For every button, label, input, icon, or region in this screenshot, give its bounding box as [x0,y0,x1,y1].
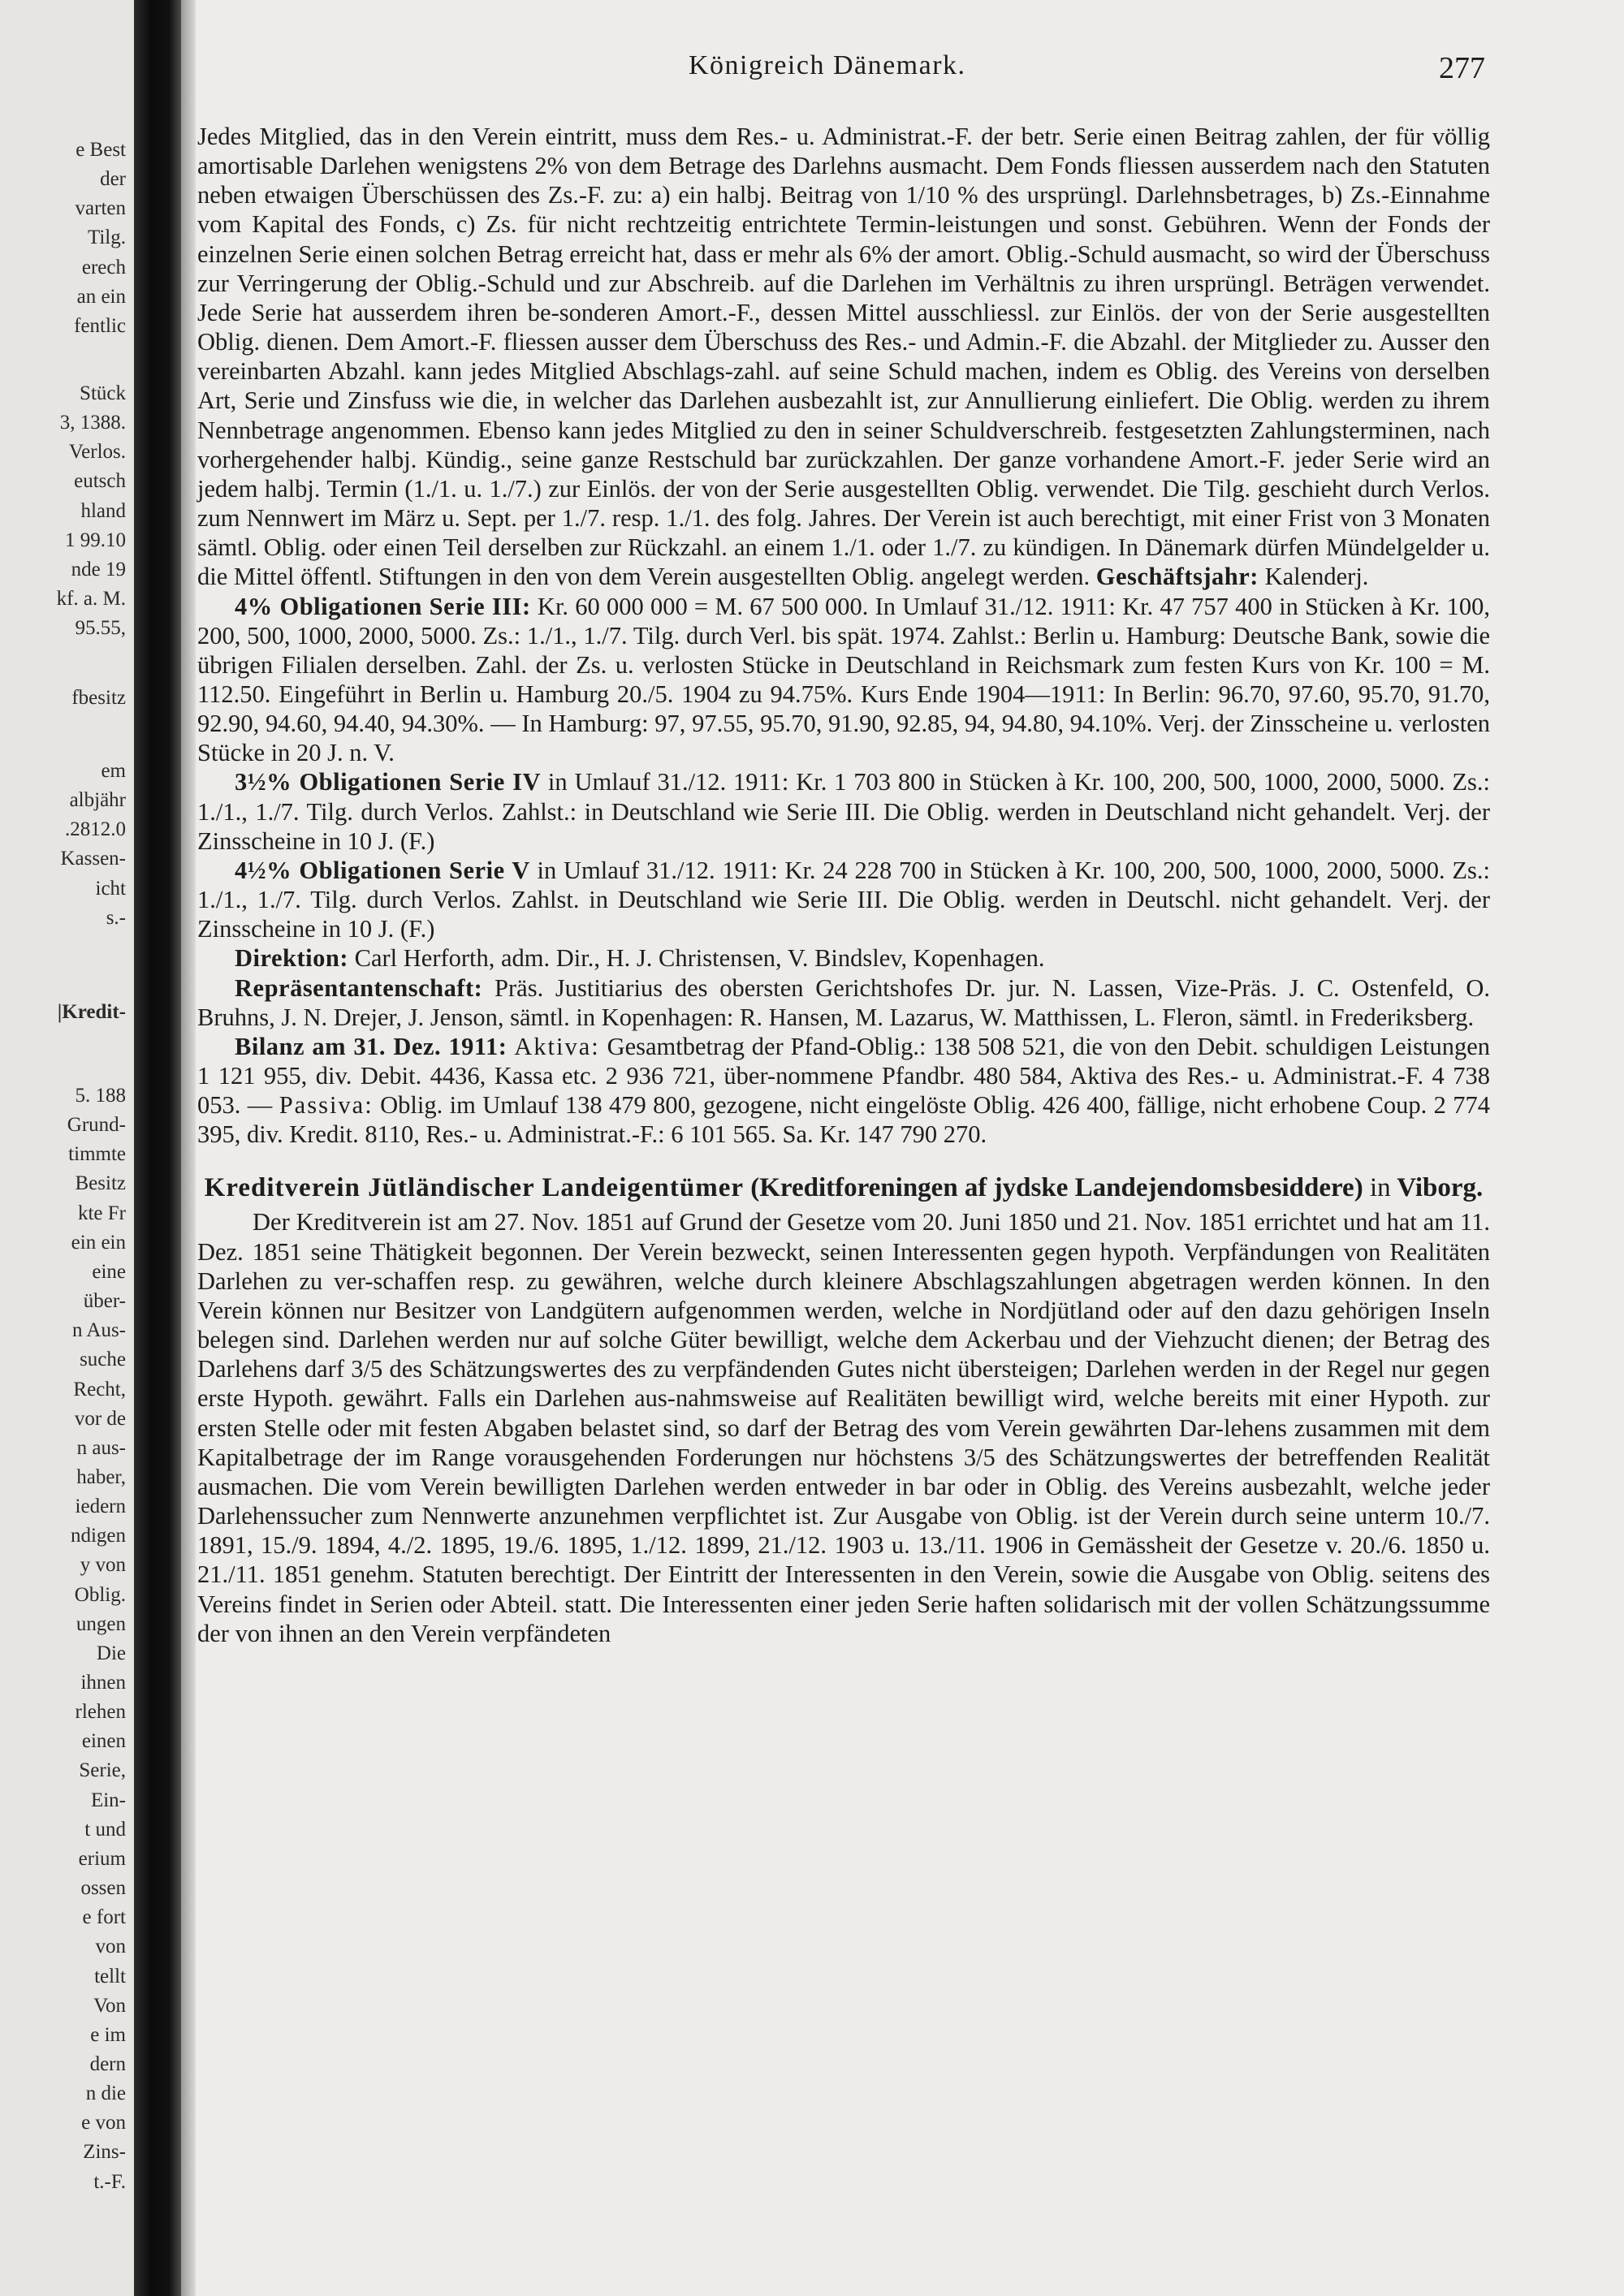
left-page-line: eine [92,1260,126,1283]
left-page-line: ihnen [80,1672,126,1694]
page-number: 277 [1439,51,1485,85]
fiscal-year-value: Kalenderj. [1264,563,1369,591]
kreditverein-title [197,1172,1490,1204]
direktion-body: Carl Herforth, adm. Dir., H. J. Christensen, V. Bindslev, Kopenhagen. [354,944,1045,973]
left-page-line: erech [81,256,126,278]
left-page-line: 95.55, [75,617,126,640]
left-page-fragment [0,0,134,2296]
aktiva-body: Gesamtbetrag der Pfand-Oblig.: 138 508 521, die von den Debit. schuldigen Leistungen 1 121 955, div. Debit. 4436, Kassa etc. 2 936 721, über-nommene Pfandbr. 480 584, Aktiva des Res.- u. Administrat.-F. 4 738 053. — [197,1032,1490,1120]
left-page-line: ungen [76,1612,126,1635]
direktion-paragraph [197,943,1490,973]
left-page-line: kf. a. M. [56,588,126,611]
left-page-line: Kassen- [60,848,126,870]
running-head [0,50,1624,91]
serie-4-body: in Umlauf 31./12. 1911: Kr. 1 703 800 in Stücken à Kr. 100, 200, 500, 1000, 2000, 5000. Zs.: 1./1., 1./7. Tilg. durch Verlos. Zahlst.: in Deutschland wie Serie III. Die Oblig. werden in Deutschland nicht gehandelt. Verj. der Zinsscheine in 10 J. (F.) [197,768,1491,855]
kreditverein-title-in: in [1369,1173,1391,1203]
left-page-line: e Best [76,139,126,161]
left-page-line: Verlos. [68,441,126,464]
bilanz-paragraph [197,1032,1490,1150]
left-page-line: nde 19 [71,558,126,580]
left-page-line: 3, 1388. [59,412,126,434]
left-page-line: n die [85,2082,126,2105]
left-page-line: hland [80,499,126,522]
serie-4-paragraph [197,767,1490,855]
left-page-line: Oblig. [74,1583,126,1606]
repraesentanten-body: Präs. Justitiarius des obersten Gerichtshofes Dr. jur. N. Lassen, Vize-Präs. J. C. Ostenfeld, O. Bruhns, J. N. Drejer, J. Jenson, sämtl. in Kopenhagen: R. Hansen, M. Lazarus, W. Matthissen, L. Fleron, sämtl. in Frederiksberg. [197,973,1490,1031]
left-page-line: an ein [76,285,126,308]
serie-4-heading: 3½% Obligationen Serie IV [235,768,542,796]
left-page-line: timmte [68,1143,126,1166]
left-page-line: Zins- [83,2141,126,2164]
left-page-line: t.-F. [93,2170,126,2193]
left-page-line: erium [78,1847,126,1870]
repraesentanten-paragraph [197,973,1490,1032]
serie-3-paragraph [197,592,1490,768]
left-page-line: varten [75,197,126,220]
left-page-line: e im [90,2023,126,2046]
kreditverein-title-main: Kreditverein Jütländischer Landeigentümer [204,1173,744,1203]
left-page-line: |Kredit- [57,1001,126,1023]
intro-body: Jedes Mitglied, das in den Verein eintritt, muss dem Res.- u. Administrat.-F. der betr. Serie einen Beitrag zahlen, der für völlig amortisable Darlehen wenigstens 2% von dem Betrage des Darlehns ausmacht. Dem Fonds fliessen ausserdem nach den Statuten neben etwaigen Überschüssen des Zs.-F. zu: a) ein halbj. Beitrag von 1/10 % des ursprüngl. Darlehnsbetrages, b) Zs.-Einnahme vom Kapital des Fonds, c) Zs. für nicht rechtzeitig entrichtete Termin-leistungen und sonst. Gebühren. Wenn der Fonds der einzelnen Serie einen solchen Betrag erreicht hat, dass er mehr als 6% der amort. Oblig.-Schuld ausmacht, so wird der Überschuss zur Verringerung der Oblig.-Schuld und zur Abschreib. auf die Darlehen im Verhältnis zu ihren ursprüngl. Beträgen verwendet. Jede Serie hat ausserdem ihren be-sonderen Amort.-F., dessen Mittel ausschliessl. zur Einlös. der von der Serie ausgestellten Oblig. dienen. Dem Amort.-F. fliessen ausser dem Überschuss des Res.- und Admin.-F. die Abzahl. der Mitglieder zu. Ausser den vereinbarten Abzahl. kann jedes Mitglied Abschlags-zahl. auf seine Schuld machen, indem es Oblig. des Vereins von derselben Art, Serie und Zinsfuss wie die, in welcher das Darlehen ausbezahlt ist, zur Annullierung einliefert. Die Oblig. werden zu ihrem Nennbetrage angenommen. Ebenso kann jedes Mitglied zu den in seiner Schuldverschreib. festgesetzten Zahlungsterminen, nach vorhergehender halbj. Kündig., seine ganze Restschuld bar zurückzahlen. Der ganze vorhandene Amort.-F. jeder Serie wird an jedem halbj. Termin (1./1. u. 1./7.) zur Einlös. der von der Serie ausgestellten Oblig. verwendet. Die Tilg. geschieht durch Verlos. zum Nennwert im März u. Sept. per 1./7. resp. 1./1. des folg. Jahres. Der Verein ist auch berechtigt, mit einer Frist von 3 Monaten sämtl. Oblig. oder einen Teil derselben zur Rückzahl. an einem 1./1. oder 1./7. zu kündigen. In Dänemark dürfen Mündelgelder u. die Mittel öffentl. Stiftungen in den von dem Verein ausgestellten Oblig. angelegt werden. [197,123,1490,591]
left-page-line: einen [81,1730,126,1753]
book-gutter [134,0,181,2296]
left-page-line: y von [80,1554,126,1577]
left-page-line: der [100,168,126,191]
left-page-line: rlehen [75,1701,126,1724]
left-page-line: Besitz [75,1172,126,1195]
left-page-line: e von [81,2112,126,2134]
left-page-line: albjähr [69,789,126,812]
left-page-line: eutsch [74,470,126,493]
left-page-line: tellt [94,1965,126,1987]
left-page-line: iedern [75,1495,126,1518]
left-page-line: Tilg. [87,227,126,249]
left-page-line: ein ein [71,1231,126,1254]
left-page-line: n aus- [76,1436,126,1459]
aktiva-label: Aktiva: [514,1032,600,1060]
passiva-label: Passiva: [279,1091,374,1120]
left-page-line: Ein- [90,1789,126,1811]
serie-5-heading: 4½% Obligationen Serie V [235,856,530,884]
left-page-line: icht [95,877,126,900]
left-page-line: Recht, [73,1378,126,1400]
bilanz-label: Bilanz am 31. Dez. 1911: [235,1032,508,1060]
left-page-line: Serie, [79,1759,126,1782]
serie-3-heading: 4% Obligationen Serie III: [235,592,531,620]
left-page-line: ndigen [70,1525,126,1547]
gutter-shadow [181,0,196,2296]
serie-5-paragraph [197,856,1490,943]
left-page-line: kte Fr [77,1202,126,1224]
left-page-line: haber, [76,1465,126,1488]
serie-3-body: Kr. 60 000 000 = M. 67 500 000. In Umlauf 31./12. 1911: Kr. 47 757 400 in Stücken à Kr. 100, 200, 500, 1000, 2000, 5000. Zs.: 1./1., 1./7. Tilg. durch Verl. bis spät. 1974. Zahlst.: Berlin u. Hamburg: Deutsche Bank, sowie die übrigen Filialen derselben. Zahl. der Zs. u. verlosten Stücke in Deutschland in Reichsmark zum festen Kurs von Kr. 100 = M. 112.50. Eingeführt in Berlin u. Hamburg 20./5. 1904 zu 94.75%. Kurs Ende 1904—1911: In Berlin: 96.70, 97.60, 95.70, 91.70, 92.90, 94.60, 94.40, 94.30%. — In Hamburg: 97, 97.55, 95.70, 91.90, 92.85, 94, 94.80, 94.10%. Verj. der Zinsscheine u. verlosten Stücke in 20 J. n. V. [197,592,1490,767]
left-page-line: t und [84,1818,126,1841]
kreditverein-title-paren: (Kreditforeningen af jydske Landejendomsbesiddere) [750,1173,1363,1203]
left-page-line: Stück [80,382,126,404]
left-page-line: fbesitz [71,687,126,709]
left-page-line: fentlic [74,314,126,337]
running-title: Königreich Dänemark. [689,50,966,80]
left-page-line: dern [89,2052,126,2075]
fiscal-year-label: Geschäftsjahr: [1095,563,1259,591]
passiva-body: Oblig. im Umlauf 138 479 800, gezogene, nicht eingelöste Oblig. 426 400, fällige, nicht erhobene Coup. 2 774 395, div. Kredit. 8110, Res.- u. Administrat.-F.: 6 101 565. Sa. Kr. 147 790 270. [197,1091,1491,1149]
left-page-line: e fort [82,1906,126,1929]
left-page-line: 1 99.10 [65,529,126,551]
left-page-line: Von [93,1994,126,2017]
left-page-line: von [95,1936,126,1958]
text-column [197,122,1490,1648]
left-page-line: n Aus- [72,1319,126,1342]
direktion-label: Direktion: [235,944,348,973]
left-page-line: über- [83,1290,126,1313]
left-page-line: ossen [80,1877,126,1900]
kreditverein-body: Der Kreditverein ist am 27. Nov. 1851 auf Grund der Gesetze vom 20. Juni 1850 und 21. Nov. 1851 errichtet und hat am 11. Dez. 1851 seine Thätigkeit begonnen. Der Verein bezweckt, seinen Interessenten gegen hypoth. Verpfändungen von Realitäten Darlehen zu ver-schaffen resp. zu gewähren, welche durch kleinere Abschlagszahlungen abgetragen werden können. In den Verein können nur Besitzer von Landgütern aufgenommen werden, welche in Nordjütland oder auf den dazu gehörigen Inseln belegen sind. Darlehen werden nur auf solche Güter bewilligt, welche dem Ackerbau und der Viehzucht dienen; der Betrag des Darlehens darf 3/5 des Schätzungswertes des zu verpfändenden Gutes nicht übersteigen; Darlehen werden in der Regel nur gegen erste Hypoth. gewährt. Falls ein Darlehen aus-nahmsweise auf Realitäten bewilligt wird, welche bereits mit einer Hypoth. zur ersten Stelle oder mit festen Abgaben belastet sind, so darf der Betrag des vom Verein gewährten Dar-lehens zusammen mit dem Kapitalbetrage der im Range vorausgehenden Forderungen nur höchstens 3/5 des Schätzungswertes der betreffenden Realität ausmachen. Die vom Verein bewilligten Darlehen werden entweder in bar oder in Oblig. des Vereins ausbezahlt, welche jeder Darlehenssucher zum Nennwerte anzunehmen verpflichtet ist. Zur Ausgabe von Oblig. ist der Verein durch seine unterm 10./7. 1891, 15./9. 1894, 4./2. 1895, 19./6. 1895, 1./12. 1899, 21./12. 1903 u. 13./11. 1906 in Gemässheit der Gesetze v. 20./6. 1850 u. 21./11. 1851 genehm. Statuten berechtigt. Der Eintritt der Interessenten in den Verein, sowie die Ausgabe von Oblig. seitens des Vereins findet in Serien oder Abteil. statt. Die Interessenten einer jeden Serie haften solidarisch mit der vollen Schätzungssumme der von ihnen an den Verein verpfändeten [197,1208,1490,1647]
left-page-line: em [101,760,126,782]
kreditverein-paragraph [197,1207,1490,1647]
left-page-line: Grund- [67,1114,126,1137]
serie-5-body: in Umlauf 31./12. 1911: Kr. 24 228 700 in Stücken à Kr. 100, 200, 500, 1000, 2000, 5000. Zs.: 1./1., 1./7. Tilg. durch Verlos. Zahlst. in Deutschland wie Serie III. Die Oblig. werden in Deutschl. nicht gehandelt. Verj. der Zinsscheine in 10 J. (F.) [197,856,1490,943]
left-page-line: 5. 188 [75,1085,126,1107]
repraesentanten-label: Repräsentantenschaft: [235,973,483,1002]
kreditverein-title-city: Viborg. [1397,1173,1484,1203]
left-page-line: s.- [106,906,126,929]
left-page-line: vor de [74,1407,126,1430]
left-page-line: Die [96,1642,126,1664]
left-page-line: suche [80,1349,126,1371]
intro-paragraph [197,122,1490,592]
left-page-line: .2812.0 [65,818,126,841]
